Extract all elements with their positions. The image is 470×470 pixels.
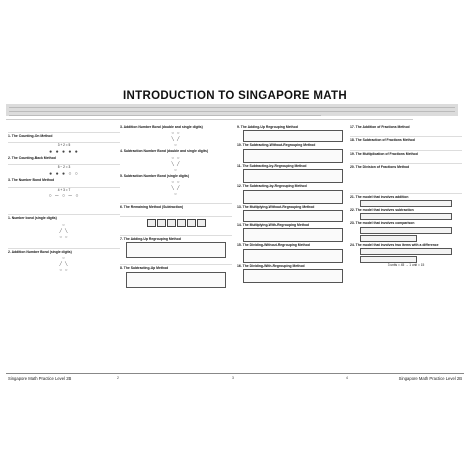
heading: 20. The Division of Fractions Method — [350, 165, 410, 170]
equation: 3 + 2 = 5 — [57, 143, 71, 148]
heading: 1. The Counting-On Method — [8, 134, 53, 138]
heading: 7. The Adding-Up Regrouping Method — [120, 237, 181, 242]
heading: 9. The Adding-Up Regrouping Method — [237, 125, 298, 129]
paragraph — [120, 259, 232, 265]
column-2 — [120, 124, 232, 369]
bar-model — [360, 248, 452, 255]
worked-example — [243, 190, 343, 204]
number-bond-diagram: ○ ○ ╲ ╱ ○ — [171, 179, 181, 197]
number-bond-diagram: ○ ╱ ╲ ○ ○ — [59, 255, 69, 273]
heading: 13. The Multiplying-Without-Regrouping Method — [237, 204, 315, 209]
heading: 8. The Subtracting-Up Method — [120, 266, 169, 271]
worked-example — [243, 169, 343, 183]
page-number: 2 — [117, 376, 119, 380]
heading: 2. The Counting-Back Method — [8, 155, 56, 160]
worked-example — [243, 228, 343, 242]
paragraph — [350, 157, 462, 164]
counting-dots: ● ● ● ● ● — [49, 148, 79, 155]
bar-model — [360, 213, 452, 220]
heading: 17. The Addition of Fractions Method — [350, 125, 410, 129]
paragraph — [350, 171, 462, 194]
heading: 19. The Multiplication of Fractions Method — [350, 151, 418, 156]
heading: 1. Number bond (single digits) — [8, 216, 57, 221]
equation: 4 + 3 = 7 — [57, 188, 71, 193]
worked-example — [243, 210, 343, 222]
place-value-table — [126, 272, 226, 288]
counting-dots: ● ● ● ○ ○ — [49, 170, 79, 177]
intro-paragraph-shaded — [6, 104, 458, 116]
paragraph — [120, 197, 232, 204]
footer-rule — [6, 373, 464, 374]
heading: 11. The Subtracting-by-Regrouping Method — [237, 163, 307, 168]
number-bond-diagram: ○ ○ ╲ ╱ ○ — [171, 154, 181, 172]
column-4 — [350, 124, 462, 369]
heading: 24. The model that involves two items with a difference — [350, 242, 439, 247]
heading: 5. Subtraction Number Bond (single digits) — [120, 173, 189, 178]
footer-left: Singapore Math Practice Level 2B — [8, 376, 72, 381]
heading: 10. The Subtracting-Without-Regrouping Method — [237, 143, 316, 148]
heading: 18. The Subtraction of Fractions Method — [350, 138, 415, 143]
heading: 4. Subtraction Number Bond (double and single digits) — [120, 149, 208, 154]
bar-model — [360, 227, 452, 234]
number-bond-diagram: ○ ○ ╲ ╱ ○ — [171, 130, 181, 148]
heading: 21. The model that involves addition — [350, 194, 409, 199]
paragraph — [8, 200, 120, 215]
heading: 16. The Dividing-With-Regrouping Method — [237, 263, 305, 268]
block-diagram — [120, 219, 232, 228]
worked-example — [243, 149, 343, 163]
number-bond-diagram: ○ ─ ○ ─ ○ — [48, 193, 80, 200]
bar-model — [360, 235, 417, 242]
paragraph — [120, 230, 232, 236]
number-bond-diagram: ○ ╱ ╲ ○ ○ — [59, 221, 69, 239]
answer-line: 3 units = 45 → 1 unit = 15 — [387, 263, 425, 268]
heading: 2. Addition Number Bond (single digits) — [8, 249, 72, 254]
worked-example — [243, 249, 343, 263]
heading: 14. The Multiplying-With-Regrouping Method — [237, 223, 310, 228]
heading: 3. Addition Number Bond (double and single digits) — [120, 125, 203, 129]
intro-paragraph — [6, 117, 458, 120]
paragraph — [120, 211, 232, 217]
bar-model — [360, 200, 452, 207]
page-number: 4 — [346, 376, 348, 380]
paragraph — [8, 124, 120, 133]
heading: 6. The Remaining Method (Subtraction) — [120, 205, 184, 210]
heading: 3. The Number Bond Method — [8, 177, 55, 182]
place-value-table — [126, 242, 226, 258]
footer-right: Singapore Math Practice Level 2B — [398, 376, 462, 381]
page-title: INTRODUCTION TO SINGAPORE MATH — [123, 90, 347, 102]
column-1 — [8, 124, 120, 369]
bar-model — [360, 256, 417, 263]
paragraph — [350, 144, 462, 151]
paragraph — [350, 130, 462, 137]
worked-example — [243, 130, 343, 142]
equation: 5 − 2 = 3 — [57, 165, 71, 170]
heading: 15. The Dividing-Without-Regrouping Method — [237, 243, 310, 248]
page-number: 3 — [232, 376, 234, 380]
worked-example — [243, 269, 343, 283]
heading: 22. The model that involves subtraction — [350, 208, 414, 213]
heading: 12. The Subtracting-by-Regrouping Method — [237, 184, 307, 189]
heading: 23. The model that involves comparison — [350, 221, 415, 226]
paragraph — [8, 240, 120, 249]
column-3 — [237, 124, 349, 369]
